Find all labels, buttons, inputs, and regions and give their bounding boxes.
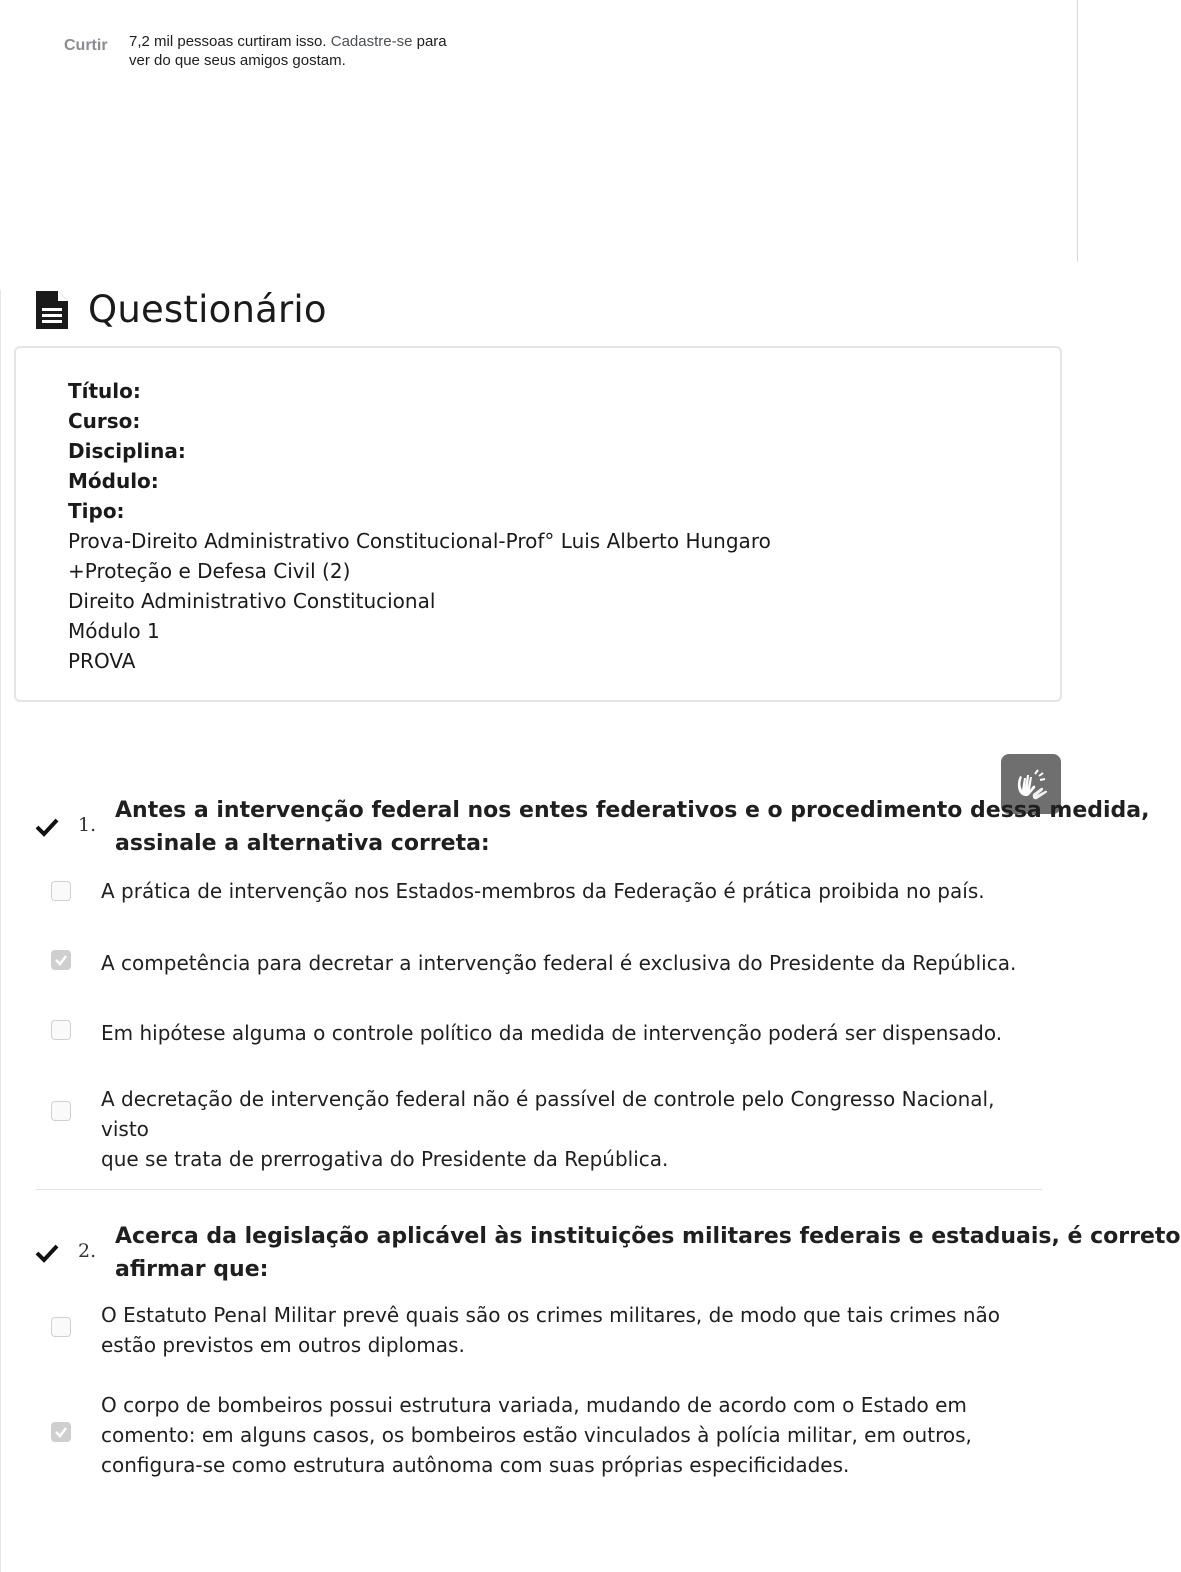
option-text-line: comento: em alguns casos, os bombeiros estão vinculados à polícia militar, em outros, (101, 1423, 972, 1447)
info-label-type: Tipo: (68, 499, 125, 523)
document-icon (36, 291, 68, 329)
question-text-line: assinale a alternativa correta: (115, 831, 490, 856)
option-text-line: estão previstos em outros diplomas. (101, 1333, 465, 1357)
like-suffix: para ver do que seus amigos gostam. (129, 33, 447, 69)
option-text-line: configura-se como estrutura autônoma com suas próprias especificidades. (101, 1453, 850, 1477)
option-checkbox[interactable] (51, 1101, 71, 1121)
info-value-title: Prova-Direito Administrativo Constitucional-Prof° Luis Alberto Hungaro (68, 529, 771, 553)
quiz-header (36, 288, 327, 331)
question-number: 2. (78, 1240, 97, 1262)
option-text (101, 1300, 1031, 1360)
question-2 (36, 1220, 1181, 1477)
question-text-line: afirmar que: (115, 1257, 269, 1282)
option-text-line: Em hipótese alguma o controle político da medida de intervenção poderá ser dispensado. (101, 1021, 1003, 1045)
option-text-line: A competência para decretar a intervenção federal é exclusiva do Presidente da República. (101, 951, 1017, 975)
question-text (115, 1220, 1181, 1286)
option-text-line: O Estatuto Penal Militar prevê quais são os crimes militares, de modo que tais crimes não (101, 1303, 1000, 1327)
correct-check-icon (36, 818, 58, 836)
option-text-line: que se trata de prerrogativa do Presidente da República. (101, 1147, 669, 1171)
info-value-module: Módulo 1 (68, 619, 160, 643)
info-value-title-cont: +Proteção e Defesa Civil (2) (68, 559, 351, 583)
like-button[interactable]: Curtir (64, 37, 108, 54)
option-text-line: A prática de intervenção nos Estados-membros da Federação é prática proibida no país. (101, 879, 985, 903)
option-checkbox-checked[interactable] (51, 950, 71, 970)
question-header (36, 794, 1150, 860)
correct-check-icon (36, 1244, 58, 1262)
option-checkbox[interactable] (51, 881, 71, 901)
question-text-line: Antes a intervenção federal nos entes federativos e o procedimento dessa medida, (115, 798, 1150, 823)
question-1 (36, 794, 1150, 1171)
content-edge-line (0, 290, 1, 1572)
page-title: Questionário (88, 288, 327, 331)
option-text (101, 1018, 1031, 1048)
like-count: 7,2 mil pessoas curtiram isso. (129, 33, 327, 50)
option-text (101, 1084, 1031, 1174)
option-checkbox-checked[interactable] (51, 1422, 71, 1442)
quiz-info-card (14, 346, 1062, 702)
option-text (101, 876, 1031, 906)
option-text-line: O corpo de bombeiros possui estrutura variada, mudando de acordo com o Estado em (101, 1393, 967, 1417)
facebook-like-widget (64, 32, 459, 70)
question-divider (36, 1189, 1042, 1190)
option-checkbox[interactable] (51, 1020, 71, 1040)
option-checkbox[interactable] (51, 1317, 71, 1337)
like-count-text (129, 32, 459, 70)
checkmark-icon (54, 1425, 68, 1439)
option-text-line: A decretação de intervenção federal não é passível de controle pelo Congresso Nacional, visto (101, 1087, 995, 1141)
info-label-course: Curso: (68, 409, 141, 433)
question-number: 1. (78, 814, 97, 836)
info-label-title: Título: (68, 379, 141, 403)
question-text-line: Acerca da legislação aplicável às instituições militares federais e estaduais, é correto (115, 1224, 1181, 1249)
checkmark-icon (54, 953, 68, 967)
question-header (36, 1220, 1181, 1286)
info-value-type: PROVA (68, 649, 136, 673)
question-text (115, 794, 1150, 860)
signup-link[interactable]: Cadastre-se (330, 33, 413, 50)
option-text (101, 1390, 1031, 1480)
info-label-module: Módulo: (68, 469, 159, 493)
option-text (101, 948, 1031, 978)
info-label-discipline: Disciplina: (68, 439, 186, 463)
page-edge-line (1077, 0, 1078, 262)
info-value-discipline: Direito Administrativo Constitucional (68, 589, 436, 613)
